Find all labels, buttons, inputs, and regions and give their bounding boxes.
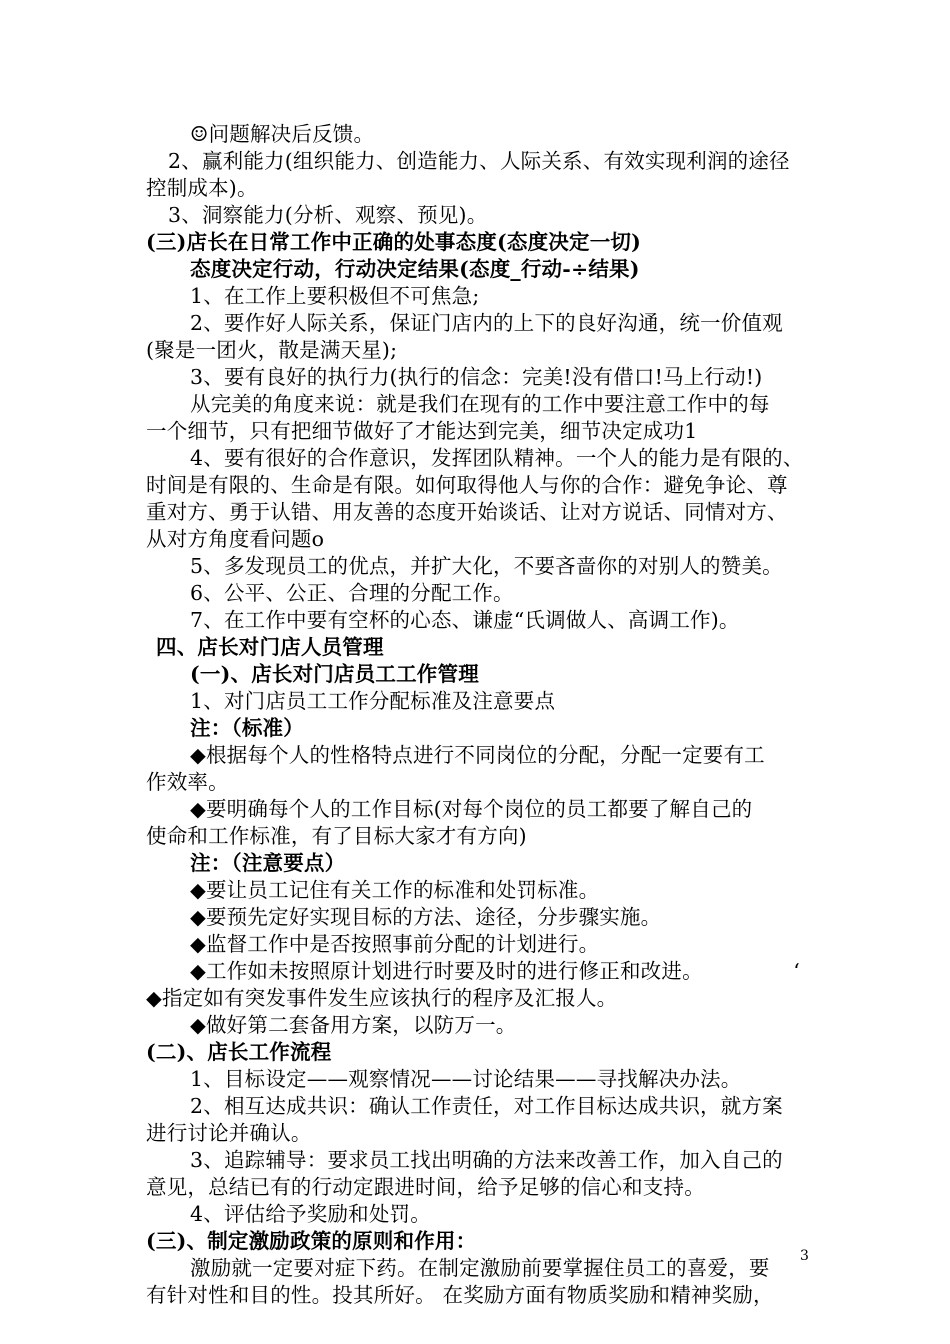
stray-quote-mark: ‘ [793,959,800,983]
text-line [146,688,808,715]
line-text: ◆监督工作中是否按照事前分配的计划进行。 [190,932,600,956]
line-text: 4、要有很好的合作意识，发挥团队精神。一个人的能力是有限的、 [190,446,804,470]
text-line [146,337,808,364]
line-text: 从对方角度看问题o [146,527,325,551]
page-number: 3 [800,1248,809,1264]
text-line [146,148,808,175]
text-line [146,823,808,850]
line-text: 进行讨论并确认。 [146,1121,312,1145]
section-heading [146,229,808,256]
section-heading [146,850,808,877]
document-body [146,121,808,1309]
text-line [146,580,808,607]
text-line [146,796,808,823]
section-heading [146,256,808,283]
section-heading [146,661,808,688]
line-text: (一)、店长对门店员工工作管理 [190,662,479,686]
text-line [146,283,808,310]
text-line [146,553,808,580]
section-heading [146,1039,808,1066]
section-heading [146,1228,808,1255]
text-line [146,607,808,634]
line-text: 1、目标设定——观察情况——讨论结果——寻找解决办法。 [190,1067,742,1091]
line-text: 控制成本)。 [146,176,258,200]
text-line [146,391,808,418]
text-line [146,310,808,337]
line-text: 有针对性和目的性。投其所好。 在奖励方面有物质奖励和精神奖励， [146,1283,774,1307]
line-text: ◆要让员工记住有关工作的标准和处罚标准。 [190,878,600,902]
line-text: ◆要预先定好实现目标的方法、途径，分步骤实施。 [190,905,662,929]
line-text: 重对方、勇于认错、用友善的态度开始谈话、让对方说话、同情对方、 [146,500,788,524]
section-heading [146,634,808,661]
line-text: (三)店长在日常工作中正确的处事态度(态度决定一切) [146,230,641,254]
line-text: 3、要有良好的执行力(执行的信念：完美!没有借口!马上行动!) [190,365,763,389]
text-line [146,364,808,391]
line-text: 2、赢利能力(组织能力、创造能力、人际关系、有效实现利润的途径 [168,149,790,173]
text-line [146,931,808,958]
line-text: 注：（注意要点） [190,851,346,875]
line-text: 1、对门店员工工作分配标准及注意要点 [190,689,556,713]
text-line [146,121,808,148]
line-text: 7、在工作中要有空杯的心态、谦虚“氏调做人、高调工作)。 [190,608,740,632]
line-text: (二)、店长工作流程 [146,1040,332,1064]
section-heading [146,715,808,742]
line-text: (三)、制定激励政策的原则和作用： [146,1229,477,1253]
line-text: (聚是一团火，散是满天星); [146,338,398,362]
line-text: 4、评估给予奖励和处罚。 [190,1202,431,1226]
text-line [146,445,808,472]
line-text: ◆指定如有突发事件发生应该执行的程序及汇报人。 [146,986,618,1010]
line-text: 3、洞察能力(分析、观察、预见)。 [168,203,488,227]
text-line [146,1201,808,1228]
line-text: ◆根据每个人的性格特点进行不同岗位的分配，分配一定要有工 [190,743,765,767]
text-line [146,1012,808,1039]
text-line [146,985,808,1012]
text-line [146,472,808,499]
text-line [146,1093,808,1120]
line-text: 2、相互达成共识：确认工作责任，对工作目标达成共识，就方案 [190,1094,783,1118]
text-line [146,1120,808,1147]
text-line [146,202,808,229]
text-line [146,526,808,553]
line-text: 5、多发现员工的优点，并扩大化，不要吝啬你的对别人的赞美。 [190,554,783,578]
text-line [146,1174,808,1201]
text-line [146,1066,808,1093]
line-text: 从完美的角度来说：就是我们在现有的工作中要注意工作中的每 [190,392,770,416]
line-text: ☺问题解决后反馈。 [190,122,375,146]
text-line [146,499,808,526]
text-line [146,1282,808,1309]
line-text: 2、要作好人际关系，保证门店内的上下的良好沟通，统一价值观 [190,311,783,335]
text-line [146,904,808,931]
line-text: 1、在工作上要积极但不可焦急; [190,284,480,308]
line-text: 时间是有限的、生命是有限。如何取得他人与你的合作：避免争论、尊 [146,473,788,497]
text-line [146,958,808,985]
line-text: 注：（标准） [190,716,304,740]
line-text: 态度决定行动，行动决定结果(态度_行动-÷结果) [190,257,640,281]
text-line [146,418,808,445]
text-line [146,742,808,769]
line-text: 6、公平、公正、合理的分配工作。 [190,581,514,605]
line-text: 激励就一定要对症下药。在制定激励前要掌握住员工的喜爱，要 [190,1256,770,1280]
line-text: 3、追踪辅导：要求员工找出明确的方法来改善工作，加入自己的 [190,1148,783,1172]
text-line [146,877,808,904]
line-text: 使命和工作标准，有了目标大家才有方向) [146,824,527,848]
line-text: 四、店长对门店人员管理 [156,635,384,659]
line-text: 一个细节，只有把细节做好了才能达到完美，细节决定成功1 [146,419,698,443]
line-text: 意见，总结已有的行动定跟进时间，给予足够的信心和支持。 [146,1175,705,1199]
text-line [146,1147,808,1174]
line-text: ◆要明确每个人的工作目标(对每个岗位的员工都要了解自己的 [190,797,753,821]
text-line [146,175,808,202]
line-text: ◆工作如未按照原计划进行时要及时的进行修正和改进。 [190,959,703,983]
line-text: ◆做好第二套备用方案，以防万一。 [190,1013,517,1037]
line-text: 作效率。 [146,770,229,794]
text-line [146,769,808,796]
text-line [146,1255,808,1282]
